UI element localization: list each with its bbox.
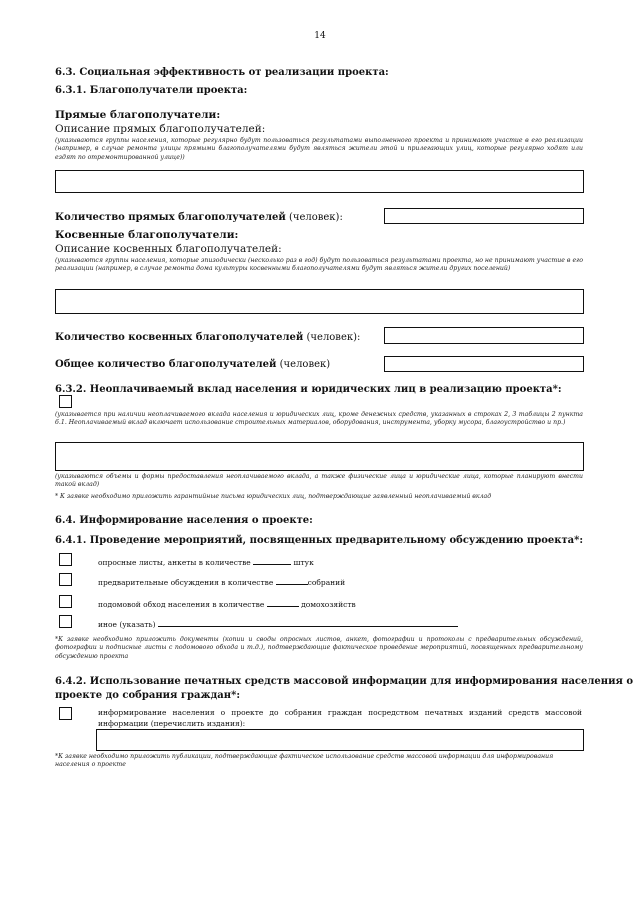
door-to-door-count-blank[interactable] [267, 599, 299, 607]
survey-count-blank[interactable] [253, 557, 291, 565]
page-number: 14 [314, 31, 326, 41]
discussion-option-unit: собраний [307, 578, 346, 587]
direct-count-label-unit: (человек): [285, 212, 343, 223]
discussion-count-blank[interactable] [276, 577, 308, 585]
other-checkbox[interactable] [59, 615, 72, 628]
print-media-checkbox[interactable] [59, 707, 72, 720]
print-media-field[interactable] [96, 729, 584, 751]
section-6-3-2-title: 6.3.2. Неоплачиваемый вклад населения и юридических лиц в реализацию проекта*: [55, 384, 562, 395]
unpaid-contribution-checkbox[interactable] [59, 395, 72, 408]
survey-option-unit: штук [293, 558, 314, 567]
discussion-option [98, 577, 345, 587]
discussion-checkbox[interactable] [59, 573, 72, 586]
other-option-text: иное (указать) [98, 620, 156, 629]
section-6-3-title: 6.3. Социальная эффективность от реализации проекта: [55, 67, 389, 78]
indirect-description-note: (указываются группы населения, которые эпизодически (несколько раз в год) будут пользоваться результатами проекта, но не принимают участие в его реализации (например, в случае ремонта дома культуры косвенными благополучателями будут являться жители других поселений) [55, 257, 583, 273]
door-to-door-option-text: подомовой обход населения в количестве [98, 600, 265, 609]
other-option [98, 619, 458, 629]
indirect-count-label-unit: (человек): [303, 332, 361, 343]
total-count-label-unit: (человек) [276, 359, 331, 370]
print-media-option: информирование населения о проекте до собрания граждан посредством печатных изданий средств массовой информации (перечислить издания): [98, 708, 582, 728]
section-6-4-1-title: 6.4.1. Проведение мероприятий, посвященных предварительному обсуждению проекта*: [55, 535, 584, 546]
indirect-description-field[interactable] [55, 289, 584, 314]
total-count-label [55, 359, 330, 370]
discussion-option-text: предварительные обсуждения в количестве [98, 578, 274, 587]
unpaid-contribution-note-3: * К заявке необходимо приложить гарантийные письма юридических лиц, подтверждающие заявленный неоплачиваемый вклад [55, 493, 492, 500]
direct-count-field[interactable] [384, 208, 584, 224]
total-count-field[interactable] [384, 356, 584, 372]
door-to-door-option [98, 599, 356, 609]
survey-checkbox[interactable] [59, 553, 72, 566]
total-count-label-bold: Общее количество благополучателей [55, 359, 277, 370]
indirect-description-label: Описание косвенных благополучателей: [55, 243, 282, 255]
other-specify-blank[interactable] [158, 619, 458, 627]
section-6-4-1-note: *К заявке необходимо приложить документы (копии и своды опросных листов, анкет, фотографии и протоколы с предварительных обсуждений, фотографии и подписные листы с подомового обхода и т.д.), подтверждающие фактическое проведение мероприятий, посвященных предварительному обсуждению проекта [55, 636, 583, 660]
indirect-count-label [55, 332, 360, 343]
direct-count-label-bold: Количество прямых благополучателей [55, 212, 286, 223]
direct-description-note: (указываются группы населения, которые регулярно будут пользоваться результатами выполненного проекта и принимают участие в его реализации (например, в случае ремонта улицы прямыми благополучателями будут являться жители этой и прилегающих улиц, которые регулярно ходят или ездят по отремонтированной улице)) [55, 137, 583, 161]
indirect-count-label-bold: Количество косвенных благополучателей [55, 332, 304, 343]
section-6-4-2-note: *К заявке необходимо приложить публикации, подтверждающие фактическое использование средств массовой информации для информирования населения о проекте [55, 753, 554, 769]
survey-option-text: опросные листы, анкеты в количестве [98, 558, 251, 567]
section-6-4-title: 6.4. Информирование населения о проекте: [55, 515, 313, 526]
direct-description-field[interactable] [55, 170, 584, 193]
unpaid-contribution-field[interactable] [55, 442, 584, 471]
section-6-4-2-title-line1: 6.4.2. Использование печатных средств массовой информации для информирования населения о [55, 676, 634, 687]
indirect-beneficiaries-heading: Косвенные благополучатели: [55, 229, 239, 241]
unpaid-contribution-note-2: (указываются объемы и формы предоставления неоплачиваемого вклада, а также физические лица и юридические лица, которые планируют внести такой вклад) [55, 473, 583, 489]
section-6-3-1-title: 6.3.1. Благополучатели проекта: [55, 85, 248, 96]
indirect-count-field[interactable] [384, 327, 584, 344]
door-to-door-checkbox[interactable] [59, 595, 72, 608]
door-to-door-option-unit: домохозяйств [301, 600, 356, 609]
section-6-4-2-title-line2: проекте до собрания граждан*: [55, 690, 241, 701]
direct-beneficiaries-heading: Прямые благополучатели: [55, 109, 221, 121]
direct-description-label: Описание прямых благополучателей: [55, 123, 266, 135]
survey-option [98, 557, 314, 567]
unpaid-contribution-note: (указывается при наличии неоплачиваемого вклада населения и юридических лиц, кроме денежных средств, указанных в строках 2, 3 таблицы 2 пункта 6.1. Неоплачиваемый вклад включает использование строительных материалов, оборудования, инструмента, уборку мусора, благоустройство и пр.) [55, 411, 583, 427]
direct-count-label [55, 212, 343, 223]
